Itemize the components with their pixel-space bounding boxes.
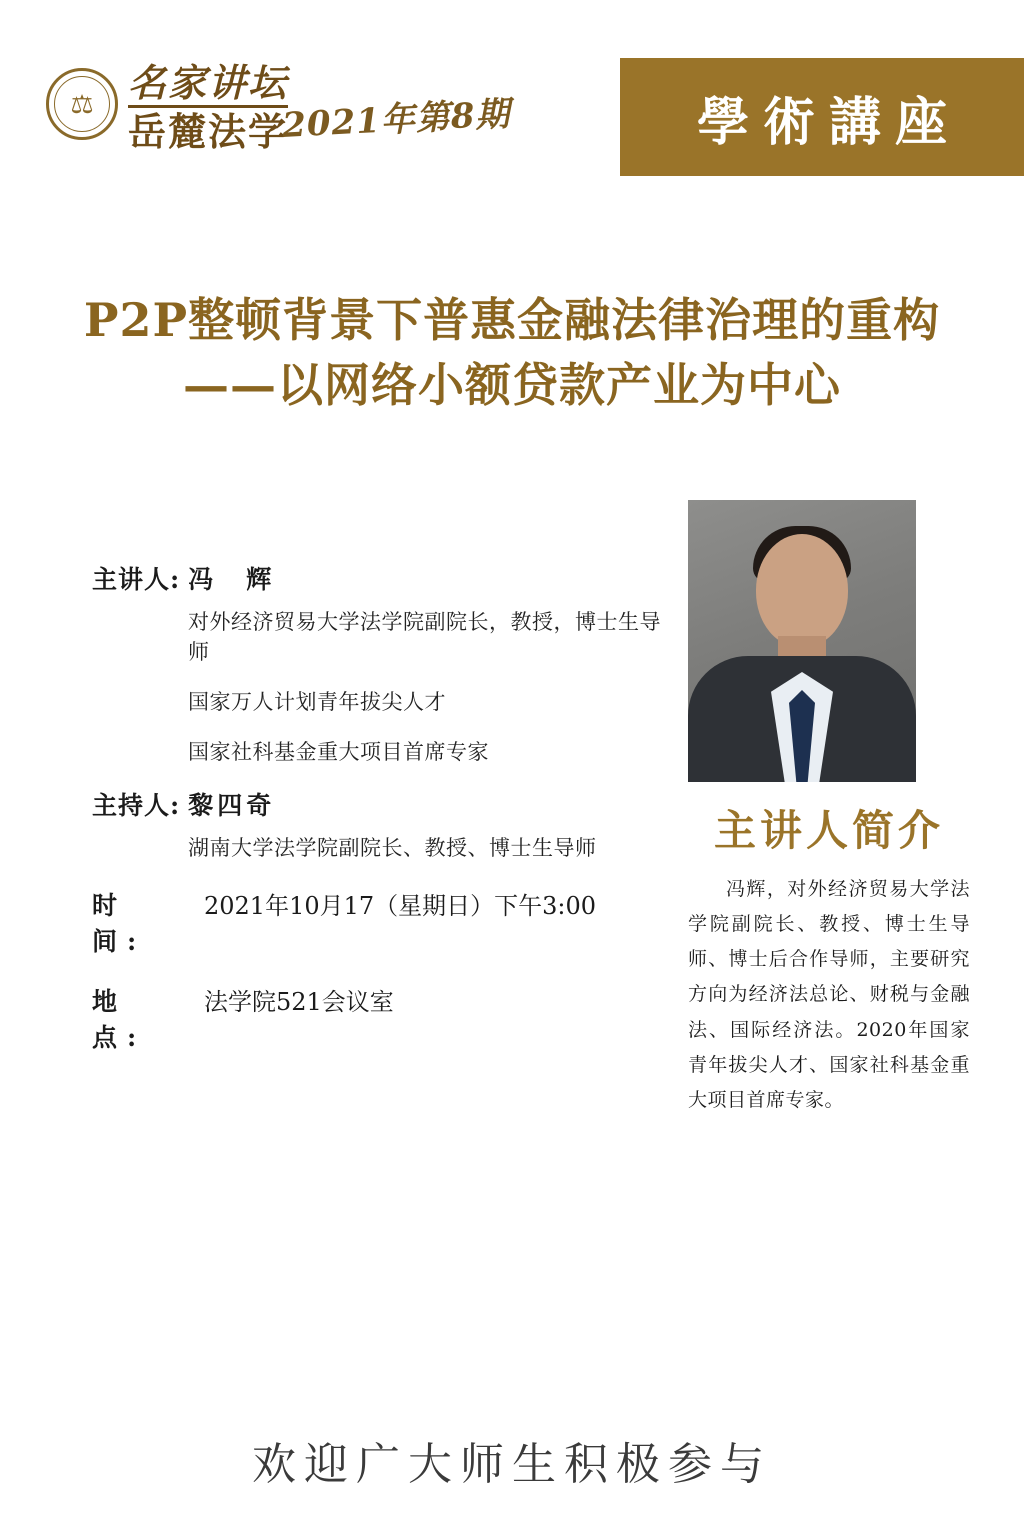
balance-scale-icon [46, 68, 118, 140]
detail-key-time: 时 间: [92, 891, 163, 956]
host-label-row [92, 786, 672, 822]
host-credential-0: 湖南大学法学院副院长、教授、博士生导师 [188, 836, 597, 860]
bio-text: 冯辉，对外经济贸易大学法学院副院长、教授、博士生导师、博士后合作导师，主要研究方向为经济法总论、财税与金融法、国际经济法。2020年国家青年拔尖人才、国家社科基金重大项目首席专家。 [688, 878, 970, 1111]
issue-tag: 2021年第8期 [281, 94, 512, 146]
lecture-banner-text: 學術講座 [696, 91, 961, 153]
speaker-credential-2: 国家社科基金重大项目首席专家 [188, 740, 489, 764]
speaker-label-row [92, 560, 672, 596]
portrait-head [756, 534, 848, 648]
host-name: 黎四奇 [188, 791, 276, 820]
speaker-name: 冯 辉 [188, 565, 276, 594]
title-line-2: ——以网络小额贷款产业为中心 [183, 358, 841, 413]
detail-value-location: 法学院521会议室 [204, 988, 394, 1016]
bio-heading: 主讲人简介 [713, 806, 944, 855]
speaker-credential-0: 对外经济贸易大学法学院副院长，教授，博士生导师 [188, 610, 661, 664]
forum-logo-line2: 岳麓法学 [128, 105, 288, 152]
title-line-1: P2P整顿背景下普惠金融法律治理的重构 [83, 293, 941, 347]
scale-glyph: ⚖ [70, 89, 94, 119]
host-block [92, 786, 672, 862]
speaker-block [92, 560, 672, 766]
detail-key-location: 地 点: [92, 987, 163, 1052]
detail-row-time [92, 886, 672, 958]
forum-logo [46, 60, 289, 155]
speaker-credential-1: 国家万人计划青年拔尖人才 [188, 690, 446, 714]
speaker-portrait [688, 500, 916, 782]
footer-invitation: 欢迎广大师生积极参与 [252, 1439, 772, 1490]
lecture-banner [620, 58, 1024, 176]
detail-value-time: 2021年10月17（星期日）下午3:00 [204, 892, 597, 920]
poster-header [0, 0, 1024, 200]
host-label: 主持人: [92, 791, 181, 820]
lecture-info [92, 560, 672, 1054]
speaker-label: 主讲人: [92, 565, 181, 594]
forum-logo-line1: 名家讲坛 [128, 60, 289, 105]
forum-logo-text [128, 60, 289, 155]
detail-row-location [92, 982, 672, 1054]
page-title [0, 288, 1024, 419]
speaker-bio-panel [688, 500, 970, 1118]
